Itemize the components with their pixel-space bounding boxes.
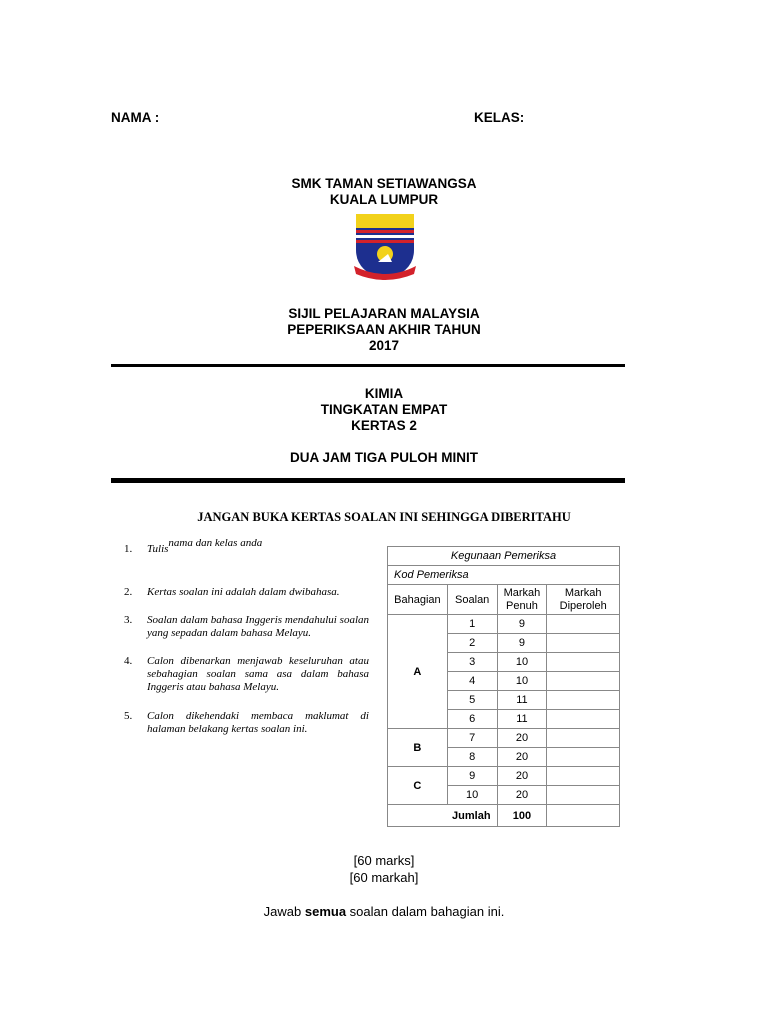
markah-penuh-cell: 10 [497, 653, 547, 672]
marks-malay: [60 markah] [349, 870, 419, 885]
header-markah-penuh: Markah Penuh [497, 585, 547, 615]
markah-penuh-cell: 9 [497, 615, 547, 634]
school-crest-logo [352, 210, 418, 282]
markah-diperoleh-cell[interactable] [547, 653, 620, 672]
instruction-text: Kertas soalan ini adalah dalam dwibahasa. [147, 586, 340, 598]
markah-diperoleh-cell[interactable] [547, 634, 620, 653]
section-b: B [388, 729, 448, 767]
examiner-table [387, 546, 620, 827]
divider-bottom [111, 478, 625, 483]
markah-penuh-cell: 10 [497, 672, 547, 691]
answer-emphasis: semua [304, 904, 347, 919]
school-name: SMK TAMAN SETIAWANGSA [291, 176, 477, 191]
markah-penuh-cell: 11 [497, 691, 547, 710]
markah-diperoleh-cell[interactable] [547, 710, 620, 729]
section-c: C [388, 767, 448, 805]
total-value: 100 [497, 805, 547, 827]
exam-title-block [0, 306, 768, 354]
soalan-cell: 6 [447, 710, 497, 729]
instruction-text: Calon dibenarkan menjawab keseluruhan atau sebahagian soalan sama asa dalam bahasa Inggeris atau bahasa Melayu. [147, 655, 369, 693]
soalan-cell: 8 [447, 748, 497, 767]
markah-penuh-cell: 20 [497, 767, 547, 786]
markah-penuh-cell: 20 [497, 748, 547, 767]
exam-type: PEPERIKSAAN AKHIR TAHUN [287, 322, 481, 337]
instruction-number: 5. [124, 710, 133, 722]
answer-instruction: Jawab semua soalan dalam bahagian ini. [263, 904, 505, 919]
markah-diperoleh-cell[interactable] [547, 786, 620, 805]
instruction-text: Tulisnama dan kelas anda [147, 537, 263, 555]
subject-name: KIMIA [364, 386, 404, 401]
instruction-number: 3. [124, 614, 133, 626]
header-markah-diperoleh: Markah Diperoleh [547, 585, 620, 615]
divider-top [111, 364, 625, 367]
soalan-cell: 9 [447, 767, 497, 786]
soalan-cell: 3 [447, 653, 497, 672]
instruction-number: 4. [124, 655, 133, 667]
warning-text: JANGAN BUKA KERTAS SOALAN INI SEHINGGA DIBERITAHU [197, 510, 571, 524]
school-name-block [0, 176, 768, 208]
markah-diperoleh-cell[interactable] [547, 767, 620, 786]
markah-penuh-cell: 20 [497, 729, 547, 748]
instruction-number: 2. [124, 586, 133, 598]
section-a: A [388, 615, 448, 729]
markah-diperoleh-cell[interactable] [547, 729, 620, 748]
markah-diperoleh-cell[interactable] [547, 615, 620, 634]
instruction-text: Calon dikehendaki membaca maklumat di halaman belakang kertas soalan ini. [147, 710, 369, 735]
markah-penuh-cell: 11 [497, 710, 547, 729]
instruction-text: Soalan dalam bahasa Inggeris mendahului soalan yang sepadan dalam bahasa Melayu. [147, 614, 369, 639]
subject-block [0, 386, 768, 434]
markah-penuh-cell: 9 [497, 634, 547, 653]
soalan-cell: 7 [447, 729, 497, 748]
exam-duration: DUA JAM TIGA PULOH MINIT [290, 450, 478, 465]
total-label: Jumlah [388, 805, 498, 827]
header-bahagian: Bahagian [388, 585, 448, 615]
soalan-cell: 4 [447, 672, 497, 691]
total-diperoleh-cell[interactable] [547, 805, 620, 827]
soalan-cell: 10 [447, 786, 497, 805]
exam-name: SIJIL PELAJARAN MALAYSIA [288, 306, 480, 321]
nama-label: NAMA : [111, 110, 160, 125]
markah-diperoleh-cell[interactable] [547, 748, 620, 767]
soalan-cell: 2 [447, 634, 497, 653]
markah-penuh-cell: 20 [497, 786, 547, 805]
subject-form: TINGKATAN EMPAT [320, 402, 448, 417]
table-subtitle: Kod Pemeriksa [388, 566, 620, 585]
school-city: KUALA LUMPUR [329, 192, 439, 207]
marks-english: [60 marks] [353, 853, 415, 868]
soalan-cell: 1 [447, 615, 497, 634]
table-title: Kegunaan Pemeriksa [388, 547, 620, 566]
markah-diperoleh-cell[interactable] [547, 672, 620, 691]
subject-paper: KERTAS 2 [351, 418, 417, 433]
markah-diperoleh-cell[interactable] [547, 691, 620, 710]
instruction-number: 1. [124, 543, 133, 555]
exam-year: 2017 [368, 338, 400, 353]
soalan-cell: 5 [447, 691, 497, 710]
kelas-label: KELAS: [474, 110, 525, 125]
header-soalan: Soalan [447, 585, 497, 615]
